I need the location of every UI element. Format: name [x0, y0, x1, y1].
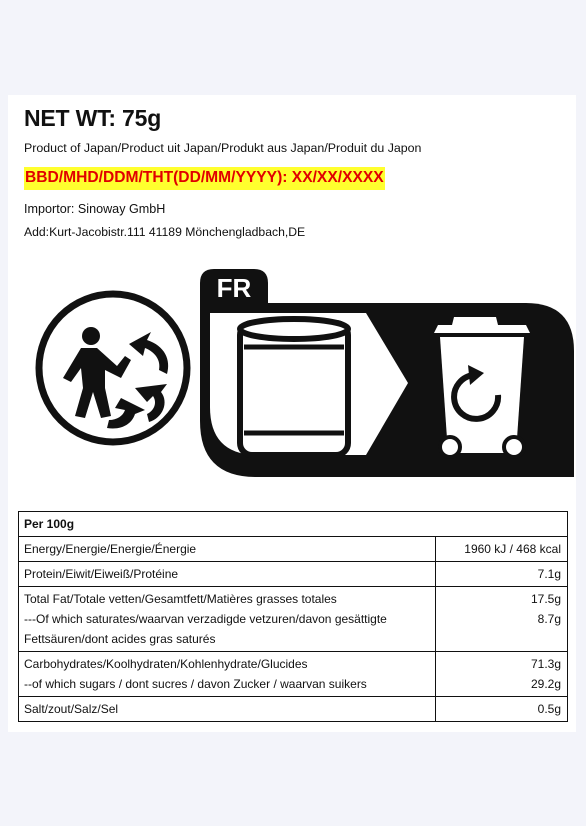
- importer-name: Importor: Sinoway GmbH: [24, 202, 166, 216]
- net-weight: NET WT: 75g: [24, 105, 162, 131]
- nutrient-label: Energy/Energie/Energie/Énergie: [24, 542, 197, 556]
- nutrient-value: 29.2g: [530, 677, 561, 691]
- nutrient-label: Salt/zout/Salz/Sel: [24, 702, 119, 716]
- nutrient-value: 0.5g: [537, 702, 561, 716]
- country-of-origin: Product of Japan/Product uit Japan/Produkt aus Japan/Produit du Japon: [24, 141, 422, 155]
- nutrient-value: 71.3g: [530, 657, 561, 671]
- nutrient-label: ---Of which saturates/waarvan verzadigde vetzuren/davon gesättigte: [24, 612, 387, 626]
- product-label: [8, 95, 576, 732]
- nutrient-label: --of which sugars / dont sucres / davon Zucker / waarvan suikers: [24, 677, 367, 691]
- nutrient-value: 1960 kJ / 468 kcal: [464, 542, 561, 556]
- country-code: FR: [216, 273, 252, 303]
- nutrition-header-row: [19, 512, 568, 537]
- table-row: [19, 537, 568, 562]
- nutrient-label: Carbohydrates/Koolhydraten/Kohlenhydrate/Glucides: [24, 657, 308, 671]
- recycling-bin-icon: [434, 317, 530, 457]
- table-row: [19, 587, 568, 652]
- nutrient-label: Total Fat/Totale vetten/Gesamtfett/Matières grasses totales: [24, 592, 337, 606]
- nutrient-value: 17.5g: [530, 592, 561, 606]
- nutrient-label: Fettsäuren/dont acides gras saturés: [24, 632, 216, 646]
- triman-icon: [33, 288, 193, 448]
- infotri-panel: [196, 267, 576, 482]
- nutrition-table: [18, 511, 568, 722]
- best-before-date: BBD/MHD/DDM/THT(DD/MM/YYYY): XX/XX/XXXX: [24, 167, 385, 190]
- nutrient-label: Protein/Eiwit/Eiweiß/Protéine: [24, 567, 179, 581]
- nutrient-value: 7.1g: [537, 567, 561, 581]
- nutrient-value: 8.7g: [537, 612, 561, 626]
- table-row: [19, 652, 568, 697]
- nutrition-header: Per 100g: [19, 512, 568, 537]
- table-row: [19, 697, 568, 722]
- table-row: [19, 562, 568, 587]
- importer-address: Add:Kurt-Jacobistr.111 41189 Mönchengladbach,DE: [24, 225, 306, 239]
